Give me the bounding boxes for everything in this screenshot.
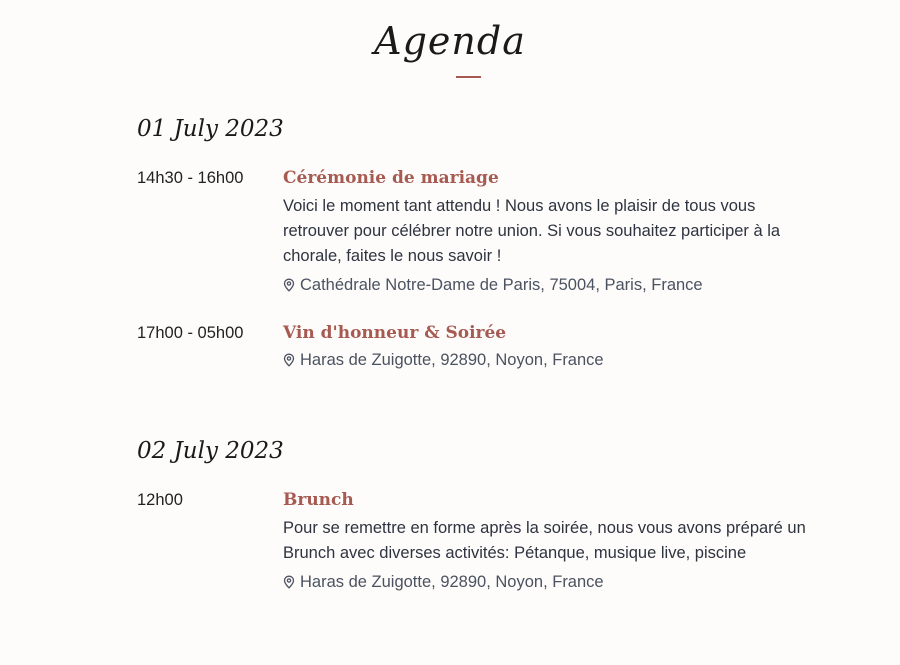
event-description: Voici le moment tant attendu ! Nous avons le plaisir de tous vous retrouver pour célébrer notre union. Si vous souhaitez participer à la chorale, faites le nous savoir ! (283, 197, 781, 265)
agenda-event (137, 322, 817, 372)
agenda-event (137, 167, 817, 297)
map-pin-icon (283, 278, 295, 292)
agenda-day (137, 114, 817, 372)
event-location[interactable] (283, 348, 808, 372)
event-title: Vin d'honneur & Soirée (283, 323, 507, 343)
event-body (283, 489, 808, 594)
event-time: 12h00 (137, 491, 183, 509)
event-body (283, 167, 808, 297)
day-date: 01 July 2023 (137, 116, 284, 142)
event-location[interactable] (283, 273, 808, 297)
event-body (283, 322, 808, 372)
event-time: 17h00 - 05h00 (137, 324, 244, 342)
event-location-text: Cathédrale Notre-Dame de Paris, 75004, Paris, France (300, 276, 703, 294)
title-divider (456, 76, 481, 78)
day-date: 02 July 2023 (137, 438, 284, 464)
page-title: Agenda (374, 19, 526, 63)
event-location-text: Haras de Zuigotte, 92890, Noyon, France (300, 351, 604, 369)
map-pin-icon (283, 575, 295, 589)
agenda-day (137, 436, 817, 594)
event-location-text: Haras de Zuigotte, 92890, Noyon, France (300, 573, 604, 591)
agenda-event (137, 489, 817, 594)
event-location[interactable] (283, 570, 808, 594)
event-description: Pour se remettre en forme après la soirée, nous vous avons préparé un Brunch avec diverses activités: Pétanque, musique live, piscine (283, 519, 806, 562)
event-title: Brunch (283, 490, 354, 510)
event-title: Cérémonie de mariage (283, 168, 499, 188)
event-time: 14h30 - 16h00 (137, 169, 244, 187)
map-pin-icon (283, 353, 295, 367)
